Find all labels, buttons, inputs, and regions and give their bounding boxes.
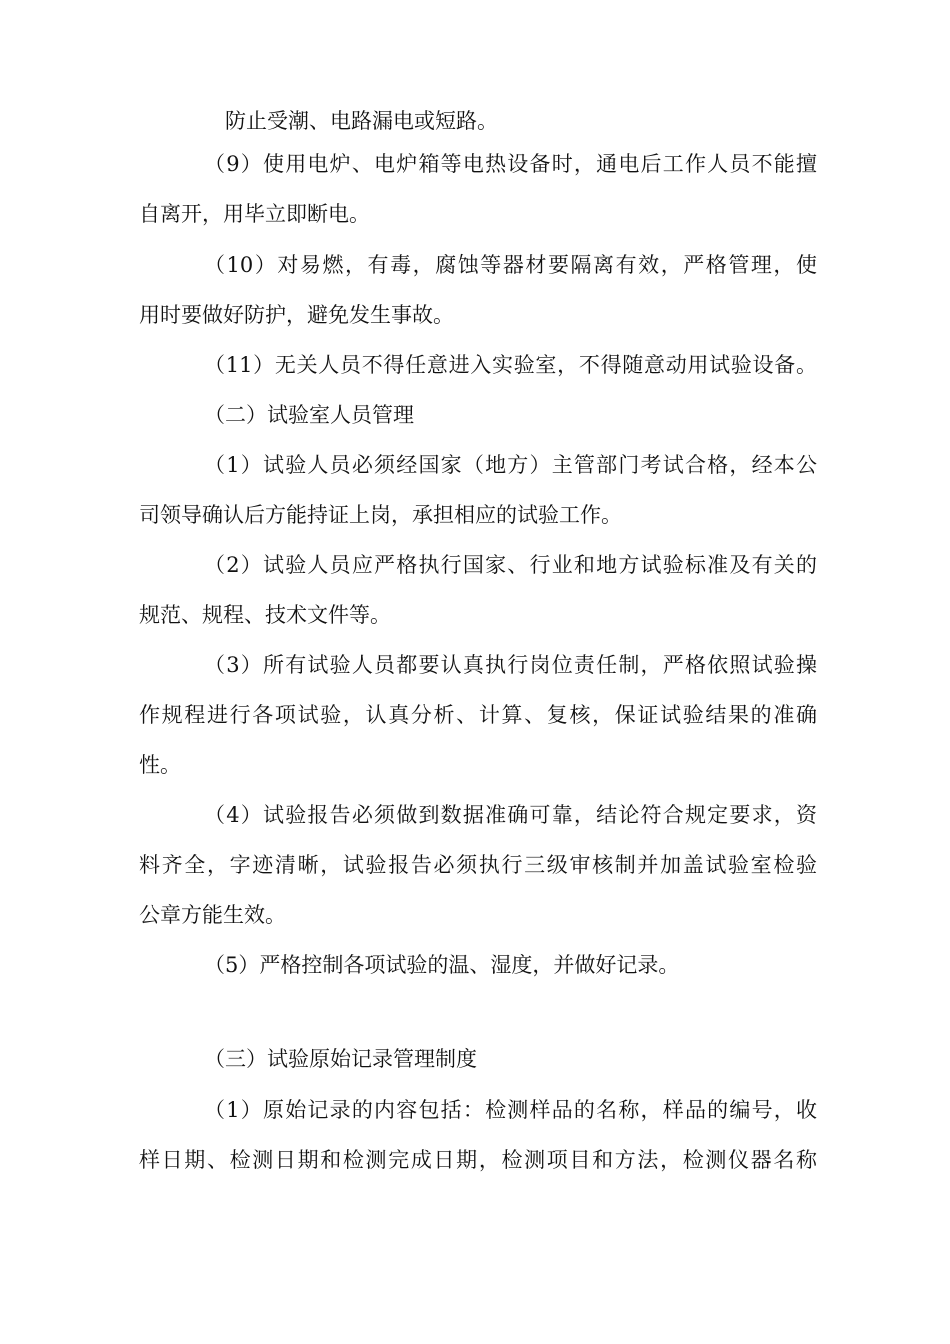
text-line: 公章方能生效。: [139, 903, 286, 927]
text-line: （5）严格控制各项试验的温、湿度，并做好记录。: [204, 953, 680, 977]
text-line: 性。: [139, 753, 181, 777]
text-line: 自离开，用毕立即断电。: [139, 202, 370, 226]
section-heading: （三）试验原始记录管理制度: [204, 1047, 477, 1071]
text-line: （1）原始记录的内容包括：检测样品的名称，样品的编号，收: [204, 1098, 817, 1122]
section-heading: （二）试验室人员管理: [204, 403, 414, 427]
text-line: （2）试验人员应严格执行国家、行业和地方试验标准及有关的: [204, 553, 817, 577]
text-line: （10）对易燃，有毒，腐蚀等器材要隔离有效，严格管理，使: [204, 253, 817, 277]
text-line: 规范、规程、技术文件等。: [139, 603, 391, 627]
text-line: 作规程进行各项试验，认真分析、计算、复核，保证试验结果的准确: [139, 703, 817, 727]
text-line: 样日期、检测日期和检测完成日期，检测项目和方法，检测仪器名称: [139, 1148, 817, 1172]
text-line: 料齐全，字迹清晰，试验报告必须执行三级审核制并加盖试验室检验: [139, 853, 817, 877]
text-line: 用时要做好防护，避免发生事故。: [139, 303, 454, 327]
text-line: （1）试验人员必须经国家（地方）主管部门考试合格，经本公: [204, 453, 817, 477]
text-line: 司领导确认后方能持证上岗，承担相应的试验工作。: [139, 503, 622, 527]
text-line: （11）无关人员不得任意进入实验室，不得随意动用试验设备。: [204, 353, 817, 377]
text-line: 防止受潮、电路漏电或短路。: [225, 109, 498, 133]
text-line: （4）试验报告必须做到数据准确可靠，结论符合规定要求，资: [204, 803, 817, 827]
text-line: （9）使用电炉、电炉箱等电热设备时，通电后工作人员不能擅: [204, 152, 817, 176]
text-line: （3）所有试验人员都要认真执行岗位责任制，严格依照试验操: [204, 653, 817, 677]
